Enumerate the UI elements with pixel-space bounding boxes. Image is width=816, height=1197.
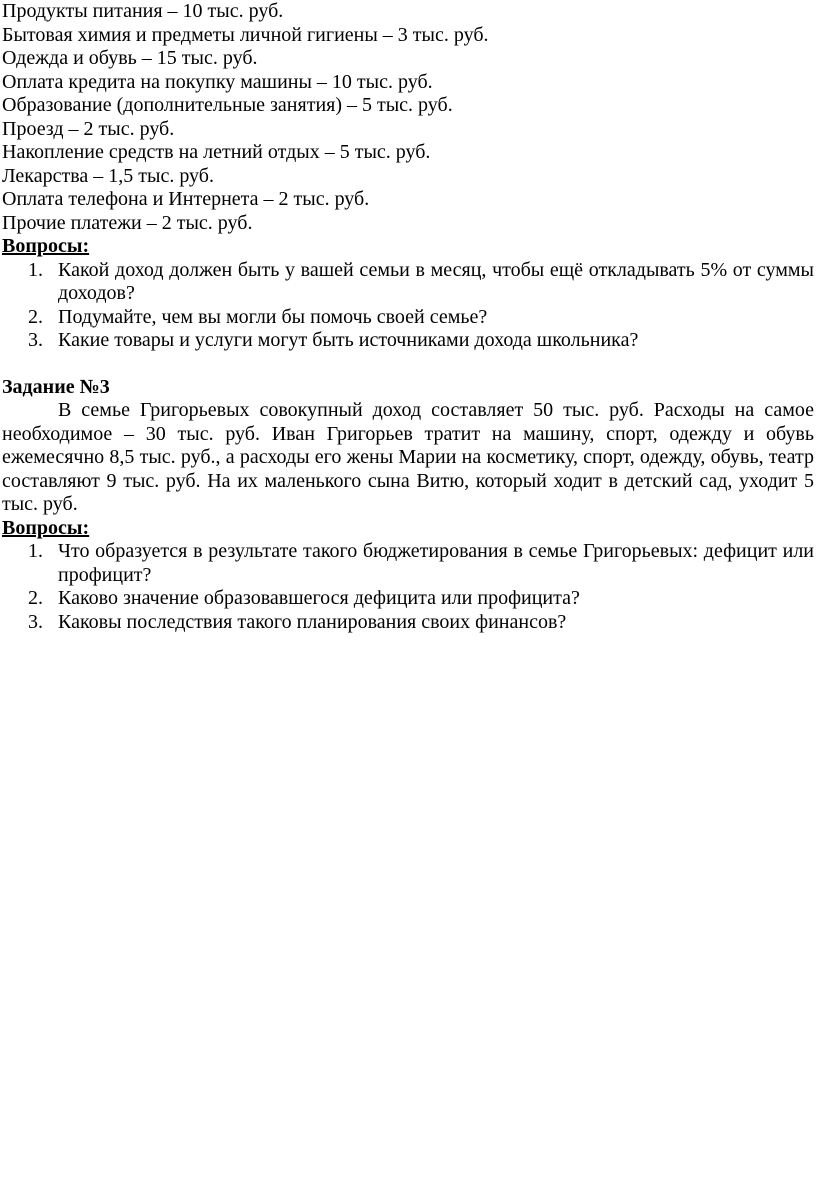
question-text: Какие товары и услуги могут быть источниками дохода школьника? — [58, 329, 639, 351]
question-item — [2, 540, 814, 587]
question-text: Каковы последствия такого планирования своих финансов? — [58, 610, 567, 633]
questions-heading: Вопросы: — [2, 516, 90, 539]
question-text: Какой доход должен быть у вашей семьи в месяц, чтобы ещё откладывать 5% от суммы доходов? — [58, 258, 814, 304]
question-item — [2, 611, 814, 635]
expense-item: Прочие платежи – 2 тыс. руб. — [2, 211, 253, 234]
question-number: 3. — [28, 610, 43, 633]
question-text: Что образуется в результате такого бюджетирования в семье Григорьевых: дефицит или профицит? — [58, 540, 814, 586]
question-number: 3. — [28, 329, 43, 351]
question-text: Подумайте, чем вы могли бы помочь своей семье? — [58, 305, 488, 328]
task-title: Задание №3 — [2, 375, 110, 398]
question-item — [2, 259, 814, 306]
question-text: Каково значение образовавшегося дефицита или профицита? — [58, 587, 580, 609]
question-number: 2. — [28, 587, 43, 609]
expense-item: Проезд – 2 тыс. руб. — [2, 117, 175, 140]
expense-item: Оплата телефона и Интернета – 2 тыс. руб. — [2, 188, 370, 210]
questions-heading: Вопросы: — [2, 235, 90, 257]
questions-list — [2, 540, 814, 634]
expense-item: Продукты питания – 10 тыс. руб. — [2, 0, 284, 22]
expenses-list — [2, 0, 814, 235]
question-item — [2, 587, 814, 611]
expense-item: Бытовая химия и предметы личной гигиены – 3 тыс. руб. — [2, 23, 489, 46]
expense-item: Накопление средств на летний отдых – 5 тыс. руб. — [2, 141, 431, 163]
question-number: 1. — [28, 540, 43, 562]
expense-item: Лекарства – 1,5 тыс. руб. — [2, 164, 214, 187]
document-page — [2, 0, 814, 634]
question-number: 2. — [28, 305, 43, 328]
question-item — [2, 306, 814, 330]
expense-item: Одежда и обувь – 15 тыс. руб. — [2, 47, 258, 69]
question-number: 1. — [28, 258, 43, 281]
expense-item: Образование (дополнительные занятия) – 5 тыс. руб. — [2, 94, 453, 116]
task-text: В семье Григорьевых совокупный доход составляет 50 тыс. руб. Расходы на самое необходимое – 30 тыс. руб. Иван Григорьев тратит на машину, спорт, одежду и обувь ежемесячно 8,5 тыс. руб., а расходы его жены Марии на косметику, спорт, одежду, обувь, театр составляют 9 тыс. руб. На их маленького сына Витю, который ходит в детский сад, уходит 5 тыс. руб. — [2, 399, 814, 515]
questions-list — [2, 259, 814, 353]
expense-item: Оплата кредита на покупку машины – 10 тыс. руб. — [2, 70, 433, 93]
question-item — [2, 329, 814, 353]
